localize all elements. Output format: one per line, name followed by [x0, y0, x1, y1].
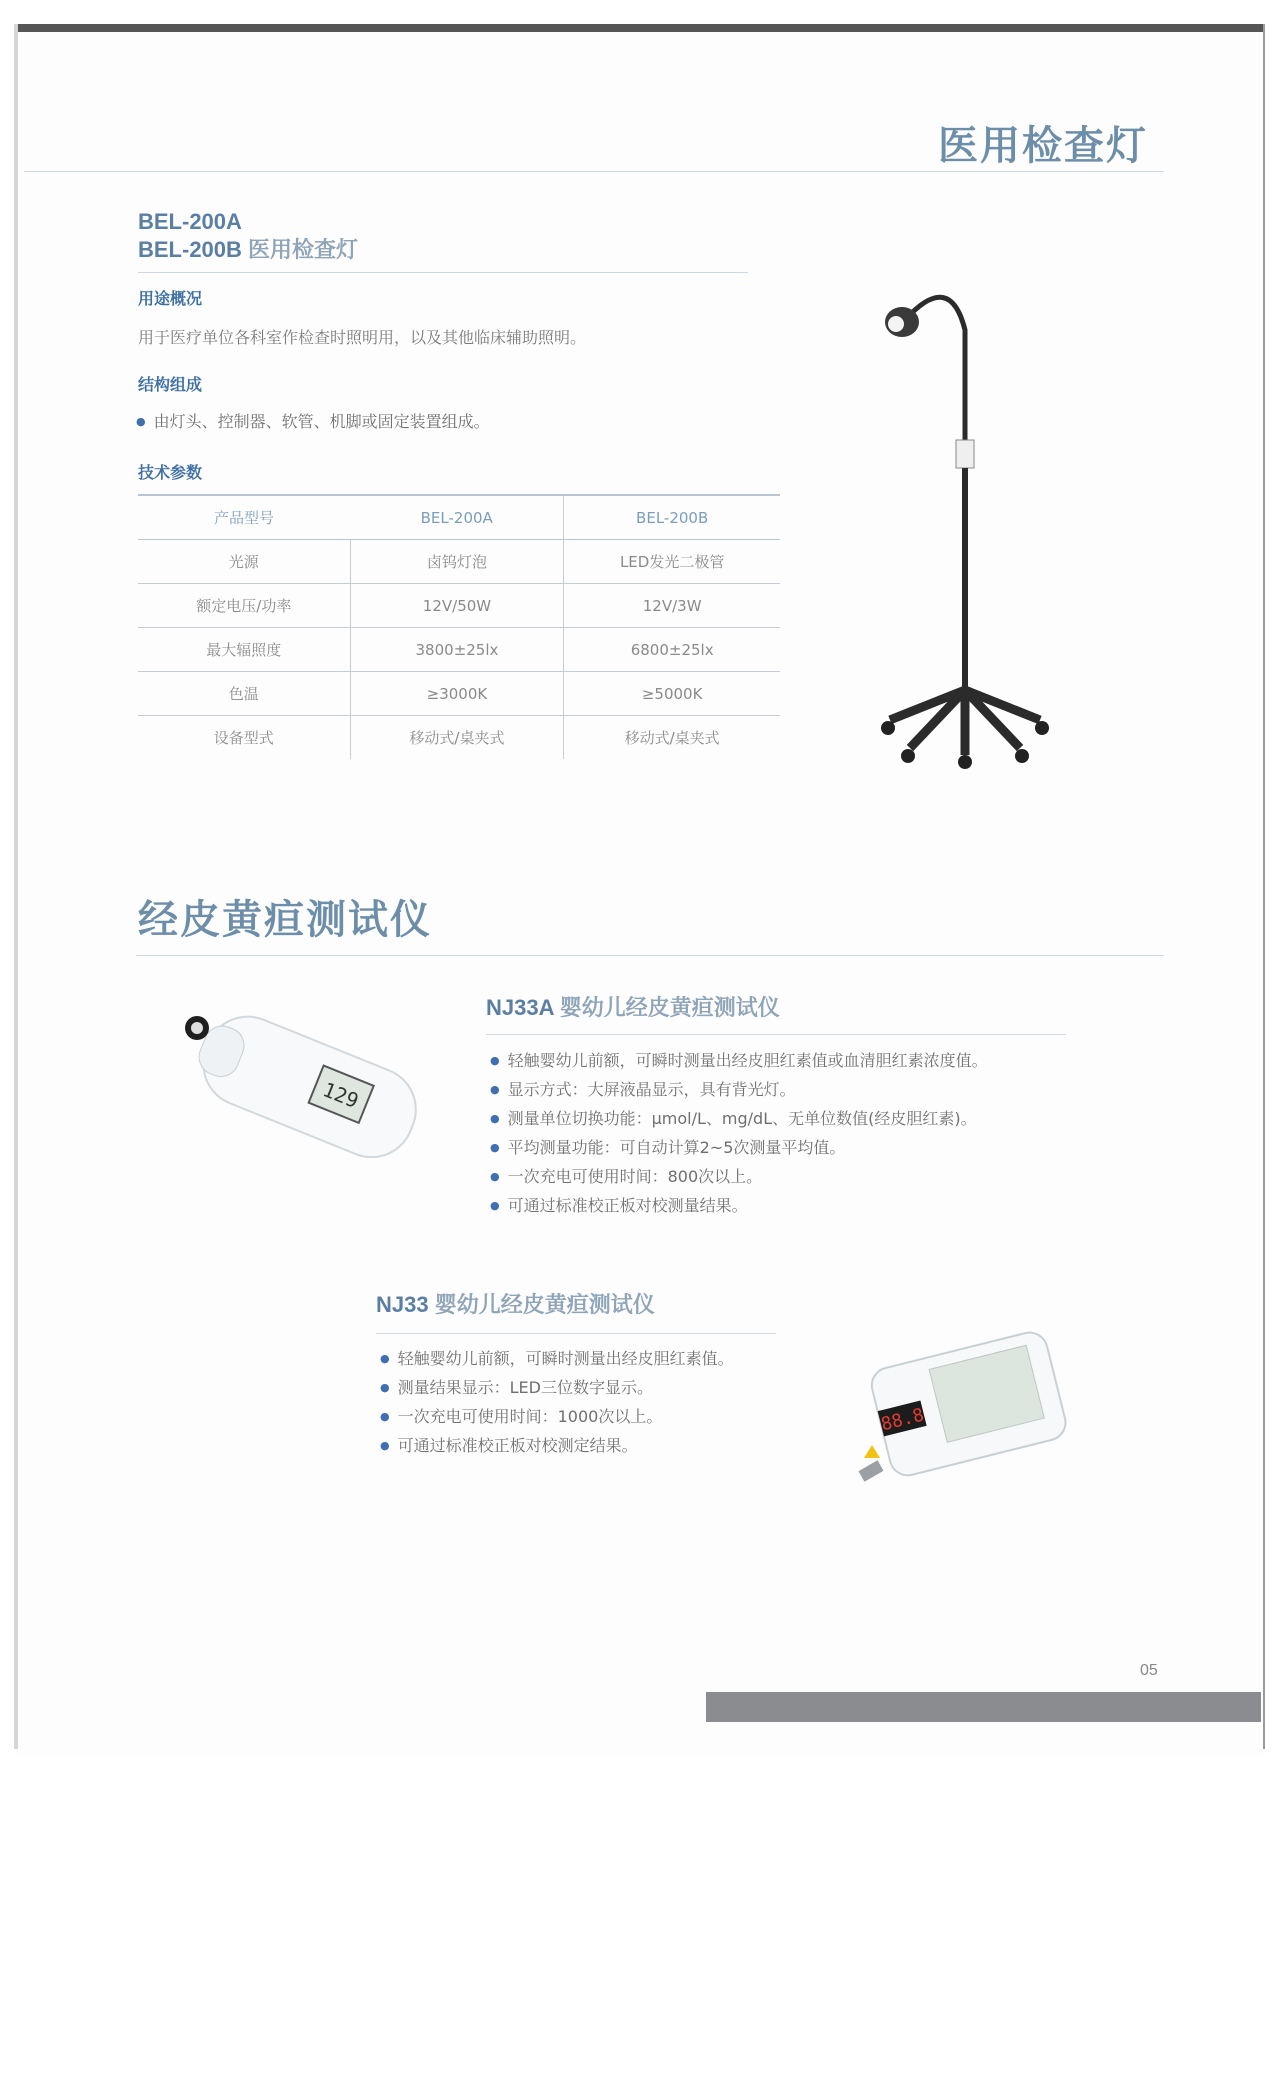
list-item: ● 轻触婴幼儿前额，可瞬时测量出经皮胆红素值。	[380, 1344, 734, 1373]
table-cell: 3800±25lx	[350, 628, 564, 672]
list-item: ● 平均测量功能：可自动计算2~5次测量平均值。	[490, 1133, 988, 1162]
list-item: ● 一次充电可使用时间：800次以上。	[490, 1162, 988, 1191]
table-row	[138, 540, 780, 584]
scan-right-edge	[1263, 24, 1265, 1749]
nj33-device-image	[850, 1320, 1080, 1500]
nj33-rule	[376, 1333, 776, 1334]
table-cell: 最大辐照度	[138, 628, 350, 672]
list-item: ● 由灯头、控制器、软管、机脚或固定装置组成。	[136, 407, 490, 436]
nj33-model: NJ33	[376, 1292, 429, 1317]
list-item: ● 可通过标准校正板对校测定结果。	[380, 1431, 734, 1460]
nj33-display-value: 88.8	[878, 1404, 927, 1436]
nj33a-device-image	[175, 1000, 435, 1170]
tech-heading: 技术参数	[138, 463, 203, 482]
nj33a-display-value: 129	[319, 1077, 363, 1114]
table-cell: 6800±25lx	[564, 628, 780, 672]
table-cell: 12V/50W	[350, 584, 564, 628]
usage-text: 用于医疗单位各科室作检查时照明用，以及其他临床辅助照明。	[138, 328, 587, 347]
footer-bar	[706, 1692, 1261, 1722]
nj33a-name: 婴幼儿经皮黄疸测试仪	[559, 995, 780, 1020]
table-cell: 移动式/桌夹式	[350, 716, 564, 760]
nj33a-title	[486, 994, 780, 1022]
nj33a-rule	[486, 1034, 1066, 1035]
list-item: ● 一次充电可使用时间：1000次以上。	[380, 1402, 734, 1431]
table-cell: 移动式/桌夹式	[564, 716, 780, 760]
table-header-row	[138, 495, 780, 540]
usage-heading: 用途概况	[138, 289, 203, 308]
nj33-feature-list	[380, 1344, 734, 1460]
table-cell: 额定电压/功率	[138, 584, 350, 628]
structure-heading: 结构组成	[138, 375, 203, 394]
table-cell: ≥5000K	[564, 672, 780, 716]
table-row	[138, 716, 780, 760]
nj33-name: 婴幼儿经皮黄疸测试仪	[434, 1292, 655, 1317]
page-number: 05	[1140, 1662, 1158, 1679]
scan-left-edge	[14, 24, 18, 1749]
table-header-cell: BEL-200A	[350, 495, 564, 540]
table-row	[138, 628, 780, 672]
page-title: 医用检查灯	[938, 123, 1148, 169]
table-cell: 色温	[138, 672, 350, 716]
list-item: ● 显示方式：大屏液晶显示，具有背光灯。	[490, 1075, 988, 1104]
list-item: ● 可通过标准校正板对校测量结果。	[490, 1191, 988, 1220]
table-header-cell: BEL-200B	[564, 495, 780, 540]
header-rule	[24, 171, 1164, 172]
examination-lamp-image	[870, 280, 1050, 770]
table-cell: 光源	[138, 540, 350, 584]
lamp-model-a: BEL-200A	[138, 209, 242, 234]
table-cell: LED发光二极管	[564, 540, 780, 584]
list-item: ● 测量单位切换功能：μmol/L、mg/dL、无单位数值(经皮胆红素)。	[490, 1104, 988, 1133]
table-cell: 12V/3W	[564, 584, 780, 628]
spec-table	[138, 494, 780, 759]
table-cell: 卤钨灯泡	[350, 540, 564, 584]
lamp-model-b: BEL-200B	[138, 237, 242, 262]
table-cell: 设备型式	[213, 729, 274, 747]
nj33a-model: NJ33A	[486, 995, 554, 1020]
structure-list	[136, 407, 490, 436]
section-title-jaundice: 经皮黄疸测试仪	[138, 897, 432, 943]
table-header-cell: 产品型号	[138, 495, 350, 540]
table-row	[138, 672, 780, 716]
table-cell: ≥3000K	[350, 672, 564, 716]
list-item: ● 轻触婴幼儿前额，可瞬时测量出经皮胆红素值或血清胆红素浓度值。	[490, 1046, 988, 1075]
lamp-model-b-line	[138, 236, 358, 264]
nj33-title	[376, 1291, 655, 1319]
list-item: ● 测量结果显示：LED三位数字显示。	[380, 1373, 734, 1402]
jaundice-title-rule	[136, 955, 1164, 956]
table-row	[138, 584, 780, 628]
lamp-title-rule	[138, 272, 748, 273]
lamp-model-b-name: 医用检查灯	[248, 237, 359, 262]
nj33a-feature-list	[490, 1046, 988, 1220]
